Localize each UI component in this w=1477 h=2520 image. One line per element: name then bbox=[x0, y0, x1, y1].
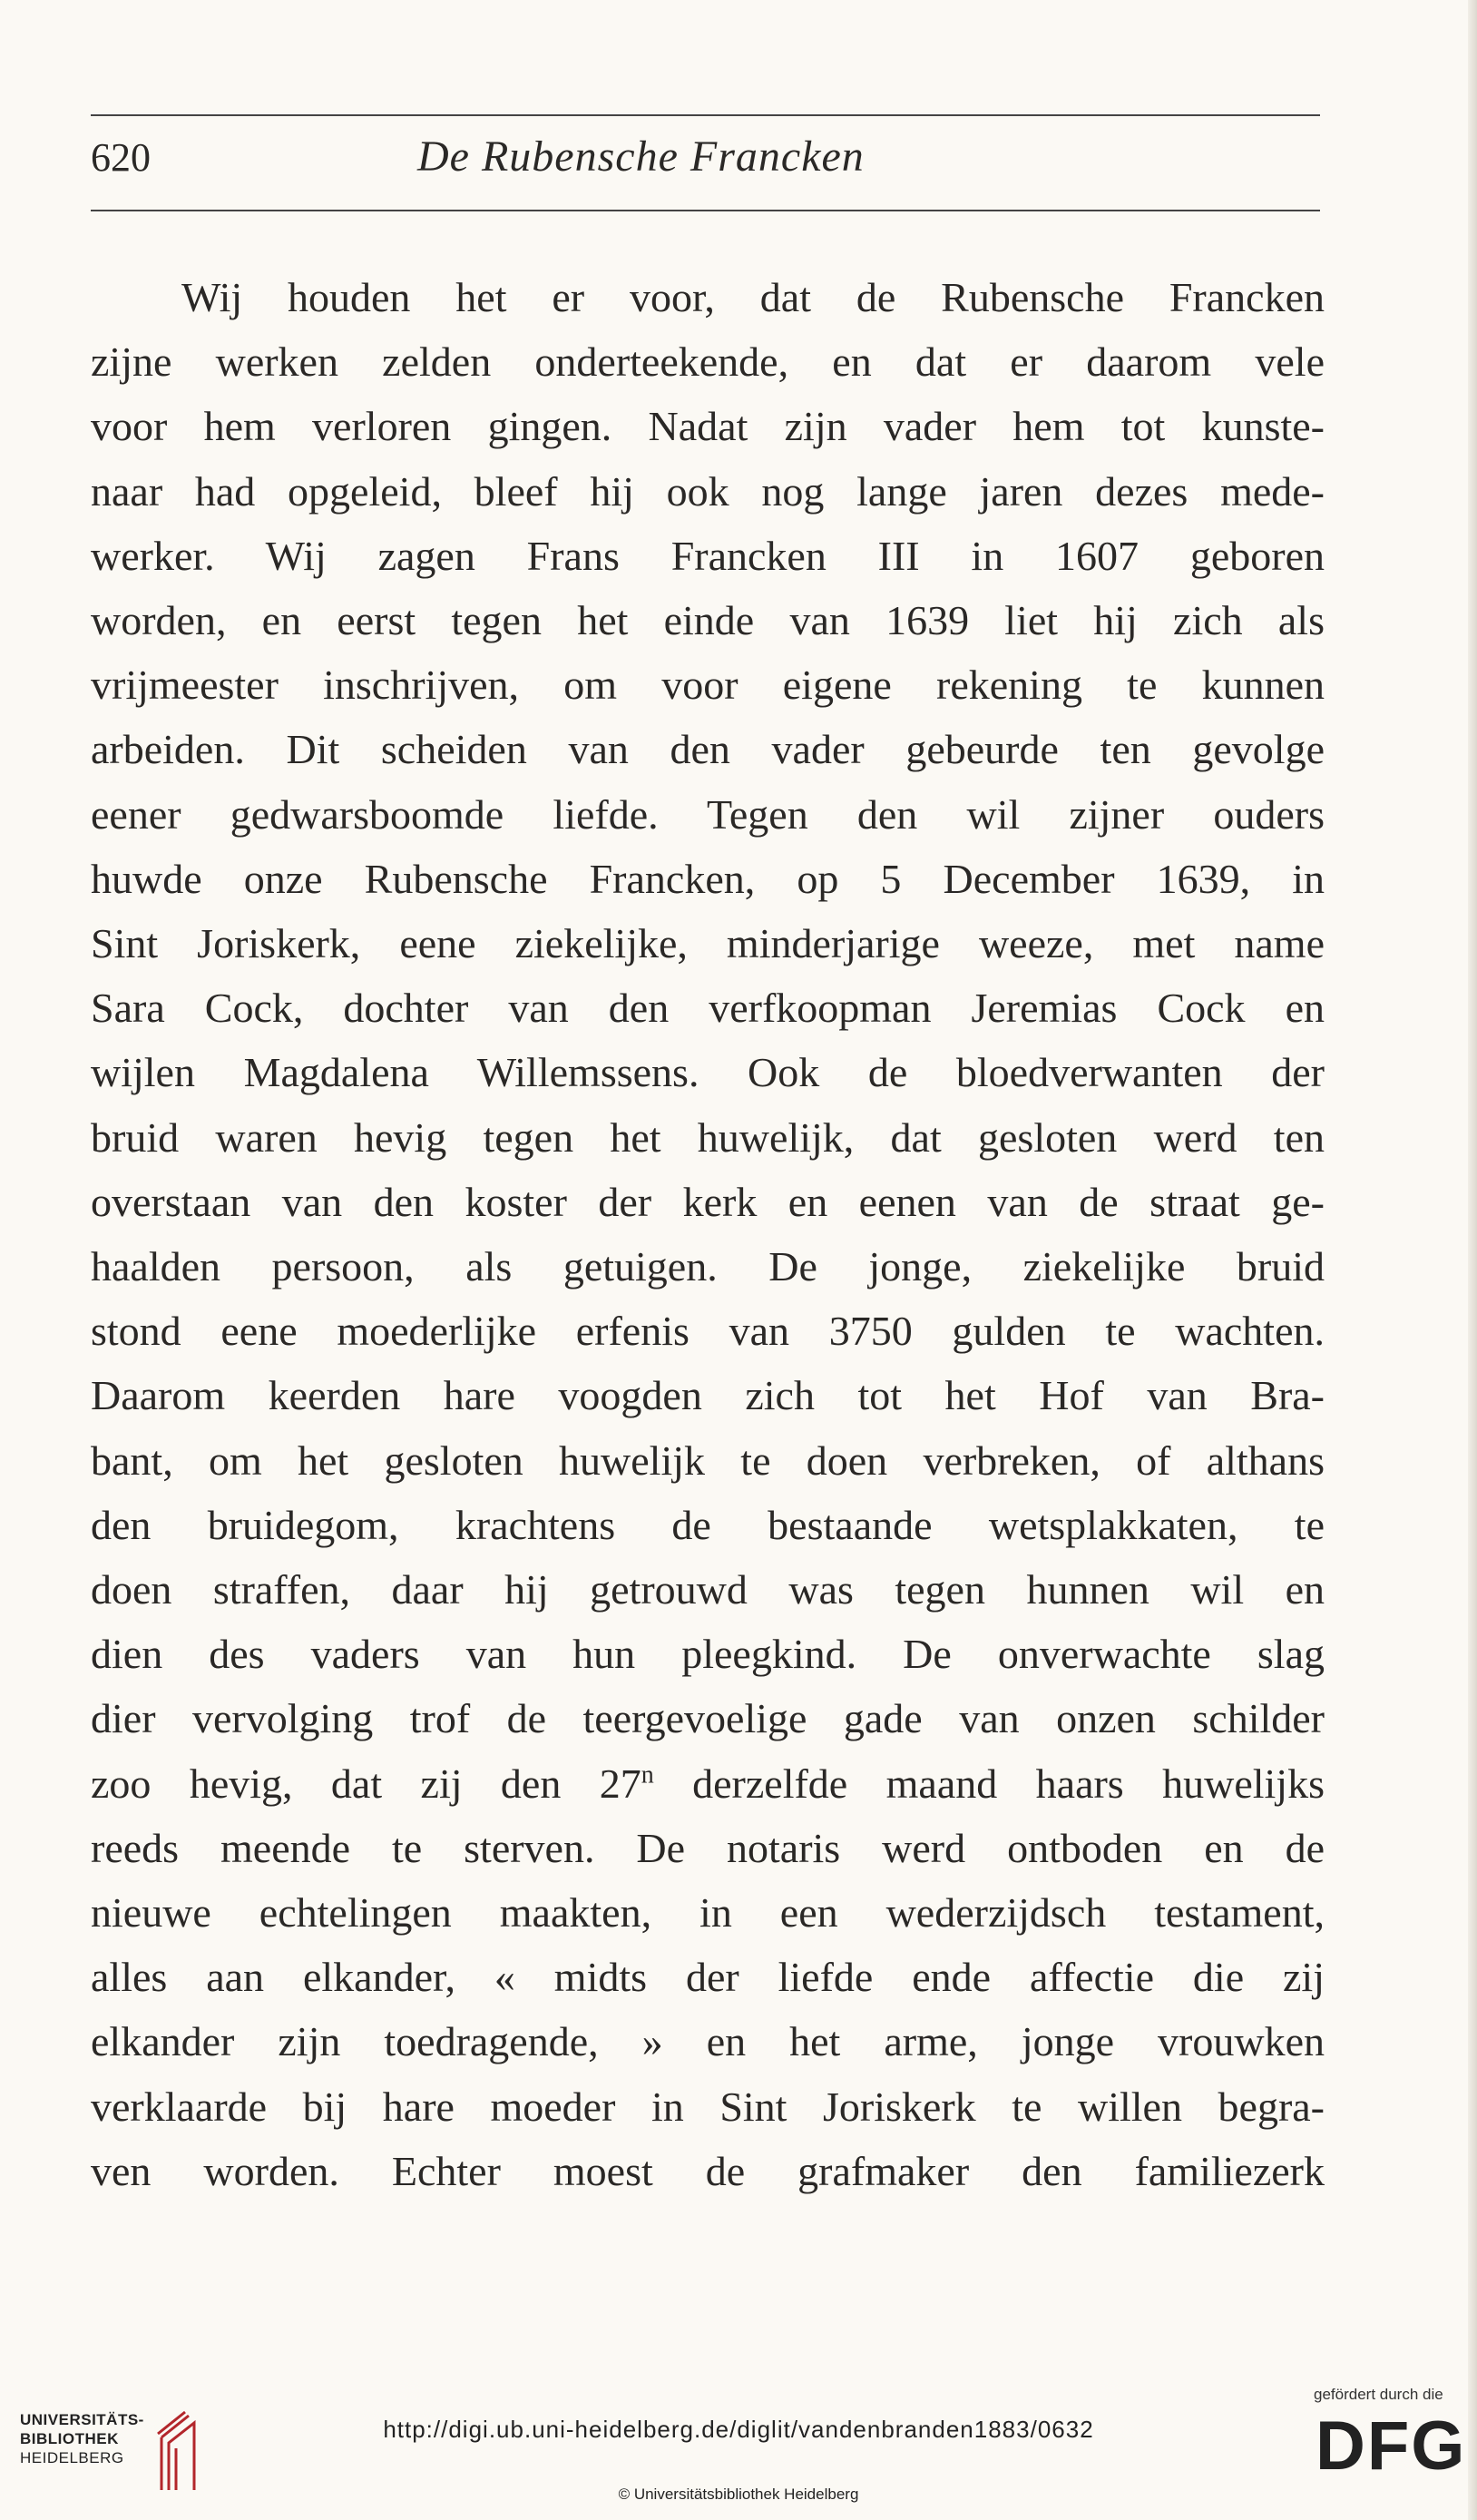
text-line: den bruidegom, krachtens de bestaande wetsplakkaten, te bbox=[91, 1501, 1325, 1548]
text-line: haalden persoon, als getuigen. De jonge, ziekelijke bruid bbox=[91, 1243, 1325, 1290]
source-url-link[interactable]: http://digi.ub.uni-heidelberg.de/diglit/vandenbranden1883/0632 bbox=[383, 2416, 1094, 2443]
text-line: alles aan elkander, « midts der liefde ende affectie die zij bbox=[91, 1954, 1325, 2001]
line24-end: derzelfde maand haars huwelijks bbox=[653, 1760, 1325, 1807]
text-line: stond eene moederlijke erfenis van 3750 gulden te wachten. bbox=[91, 1308, 1325, 1355]
library-name-line1: UNIVERSITÄTS- bbox=[20, 2411, 144, 2428]
text-line: Sara Cock, dochter van den verfkoopman Jeremias Cock en bbox=[91, 985, 1325, 1032]
text-line: naar had opgeleid, bleef hij ook nog lange jaren dezes mede- bbox=[91, 467, 1325, 515]
text-line: vrijmeester inschrijven, om voor eigene rekening te kunnen bbox=[91, 662, 1325, 709]
text-line: bant, om het gesloten huwelijk te doen verbreken, of althans bbox=[91, 1436, 1325, 1484]
body-text bbox=[91, 265, 1325, 2203]
text-line: werker. Wij zagen Frans Francken III in 1607 geboren bbox=[91, 532, 1325, 579]
superscript: n bbox=[641, 1760, 654, 1789]
page-edge bbox=[1468, 0, 1477, 2520]
header-rule-bottom bbox=[91, 210, 1320, 211]
text-line: bruid waren hevig tegen het huwelijk, dat gesloten werd ten bbox=[91, 1113, 1325, 1161]
line24-start: zoo hevig, dat zij den 27 bbox=[91, 1760, 641, 1807]
text-line: nieuwe echtelingen maakten, in een wederzijdsch testament, bbox=[91, 1889, 1325, 1937]
library-name-line3: HEIDELBERG bbox=[20, 2449, 124, 2466]
text-line: overstaan van den koster der kerk en eenen van de straat ge- bbox=[91, 1178, 1325, 1225]
text-line: Sint Joriskerk, eene ziekelijke, minderjarige weeze, met name bbox=[91, 920, 1325, 967]
text-line: wijlen Magdalena Willemssens. Ook de bloedverwanten der bbox=[91, 1049, 1325, 1096]
text-line: doen straffen, daar hij getrouwd was tegen hunnen wil en bbox=[91, 1566, 1325, 1613]
text-line: arbeiden. Dit scheiden van den vader gebeurde ten gevolge bbox=[91, 726, 1325, 773]
dfg-logo: DFG bbox=[1316, 2407, 1467, 2485]
text-line: voor hem verloren gingen. Nadat zijn vader hem tot kunste- bbox=[91, 403, 1325, 450]
text-line: elkander zijn toedragende, » en het arme, jonge vrouwken bbox=[91, 2018, 1325, 2065]
text-line-with-superscript bbox=[91, 1751, 1325, 1816]
text-line: dien des vaders van hun pleegkind. De onverwachte slag bbox=[91, 1631, 1325, 1678]
copyright-notice: © Universitätsbibliothek Heidelberg bbox=[618, 2486, 859, 2503]
header-rule-top bbox=[91, 114, 1320, 116]
text-line: zijne werken zelden onderteekende, en dat er daarom vele bbox=[91, 338, 1325, 386]
text-line: ven worden. Echter moest de grafmaker den familiezerk bbox=[91, 2147, 1325, 2194]
text-line: reeds meende te sterven. De notaris werd ontboden en de bbox=[91, 1824, 1325, 1871]
text-line: huwde onze Rubensche Francken, op 5 December 1639, in bbox=[91, 855, 1325, 902]
page-number: 620 bbox=[91, 135, 151, 180]
text-line: verklaarde bij hare moeder in Sint Joriskerk te willen begra- bbox=[91, 2083, 1325, 2130]
funder-caption: gefördert durch die bbox=[1314, 2386, 1443, 2403]
text-line: eener gedwarsboomde liefde. Tegen den wil zijner ouders bbox=[91, 790, 1325, 838]
text-line: worden, en eerst tegen het einde van 1639 liet hij zich als bbox=[91, 597, 1325, 644]
text-line: dier vervolging trof de teergevoelige gade van onzen schilder bbox=[91, 1695, 1325, 1742]
running-title: De Rubensche Francken bbox=[417, 132, 865, 181]
library-name-line2: BIBLIOTHEK bbox=[20, 2430, 119, 2447]
text-line: Wij houden het er voor, dat de Rubensche Francken bbox=[181, 274, 1325, 320]
text-line: Daarom keerden hare voogden zich tot het Hof van Bra- bbox=[91, 1372, 1325, 1419]
